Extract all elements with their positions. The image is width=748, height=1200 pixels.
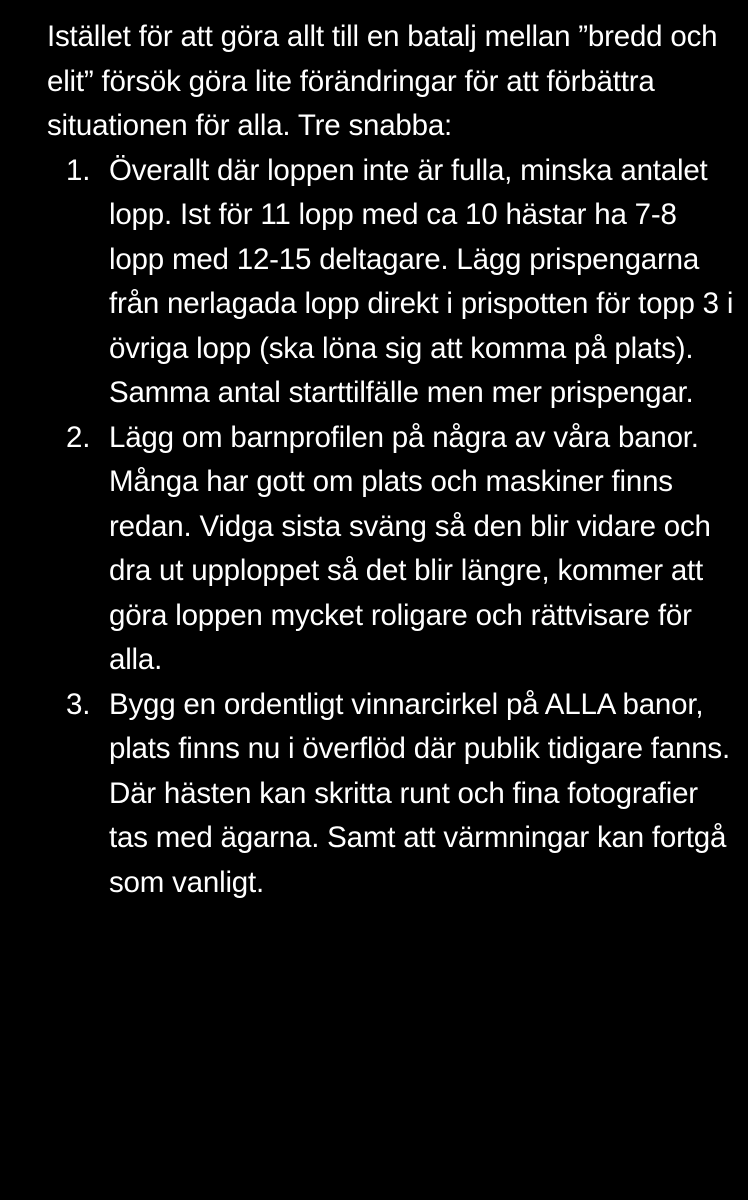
note-intro-paragraph: Istället för att göra allt till en batalj mellan ”bredd och elit” försök göra lite förändringar för att förbättra situationen för alla. Tre snabba: [47,20,718,142]
list-item-number: 1. [66,153,91,187]
numbered-list [47,149,737,906]
list-item [47,149,737,416]
list-item-text: Lägg om barnprofilen på några av våra banor. Många har gott om plats och maskiner finns redan. Vidga sista sväng så den blir vidare och dra ut upploppet så det blir längre, kommer att göra loppen mycket roligare och rättvisare för alla. [109,420,711,676]
list-item-number: 3. [66,687,91,721]
list-item-number: 2. [66,420,91,454]
list-item-text: Bygg en ordentligt vinnarcirkel på ALLA banor, plats finns nu i överflöd där publik tidigare fanns. Där hästen kan skritta runt och fina fotografier tas med ägarna. Samt att värmningar kan fortgå som vanligt. [109,687,730,899]
note-text-body [47,15,737,905]
list-item-text: Överallt där loppen inte är fulla, minska antalet lopp. Ist för 11 lopp med ca 10 hästar ha 7-8 lopp med 12-15 deltagare. Lägg prispengarna från nerlagada lopp direkt i prispotten för topp 3 i övriga lopp (ska löna sig att komma på plats). Samma antal starttilfälle men mer prispengar. [109,153,734,409]
list-item [47,416,737,683]
list-item [47,683,737,906]
